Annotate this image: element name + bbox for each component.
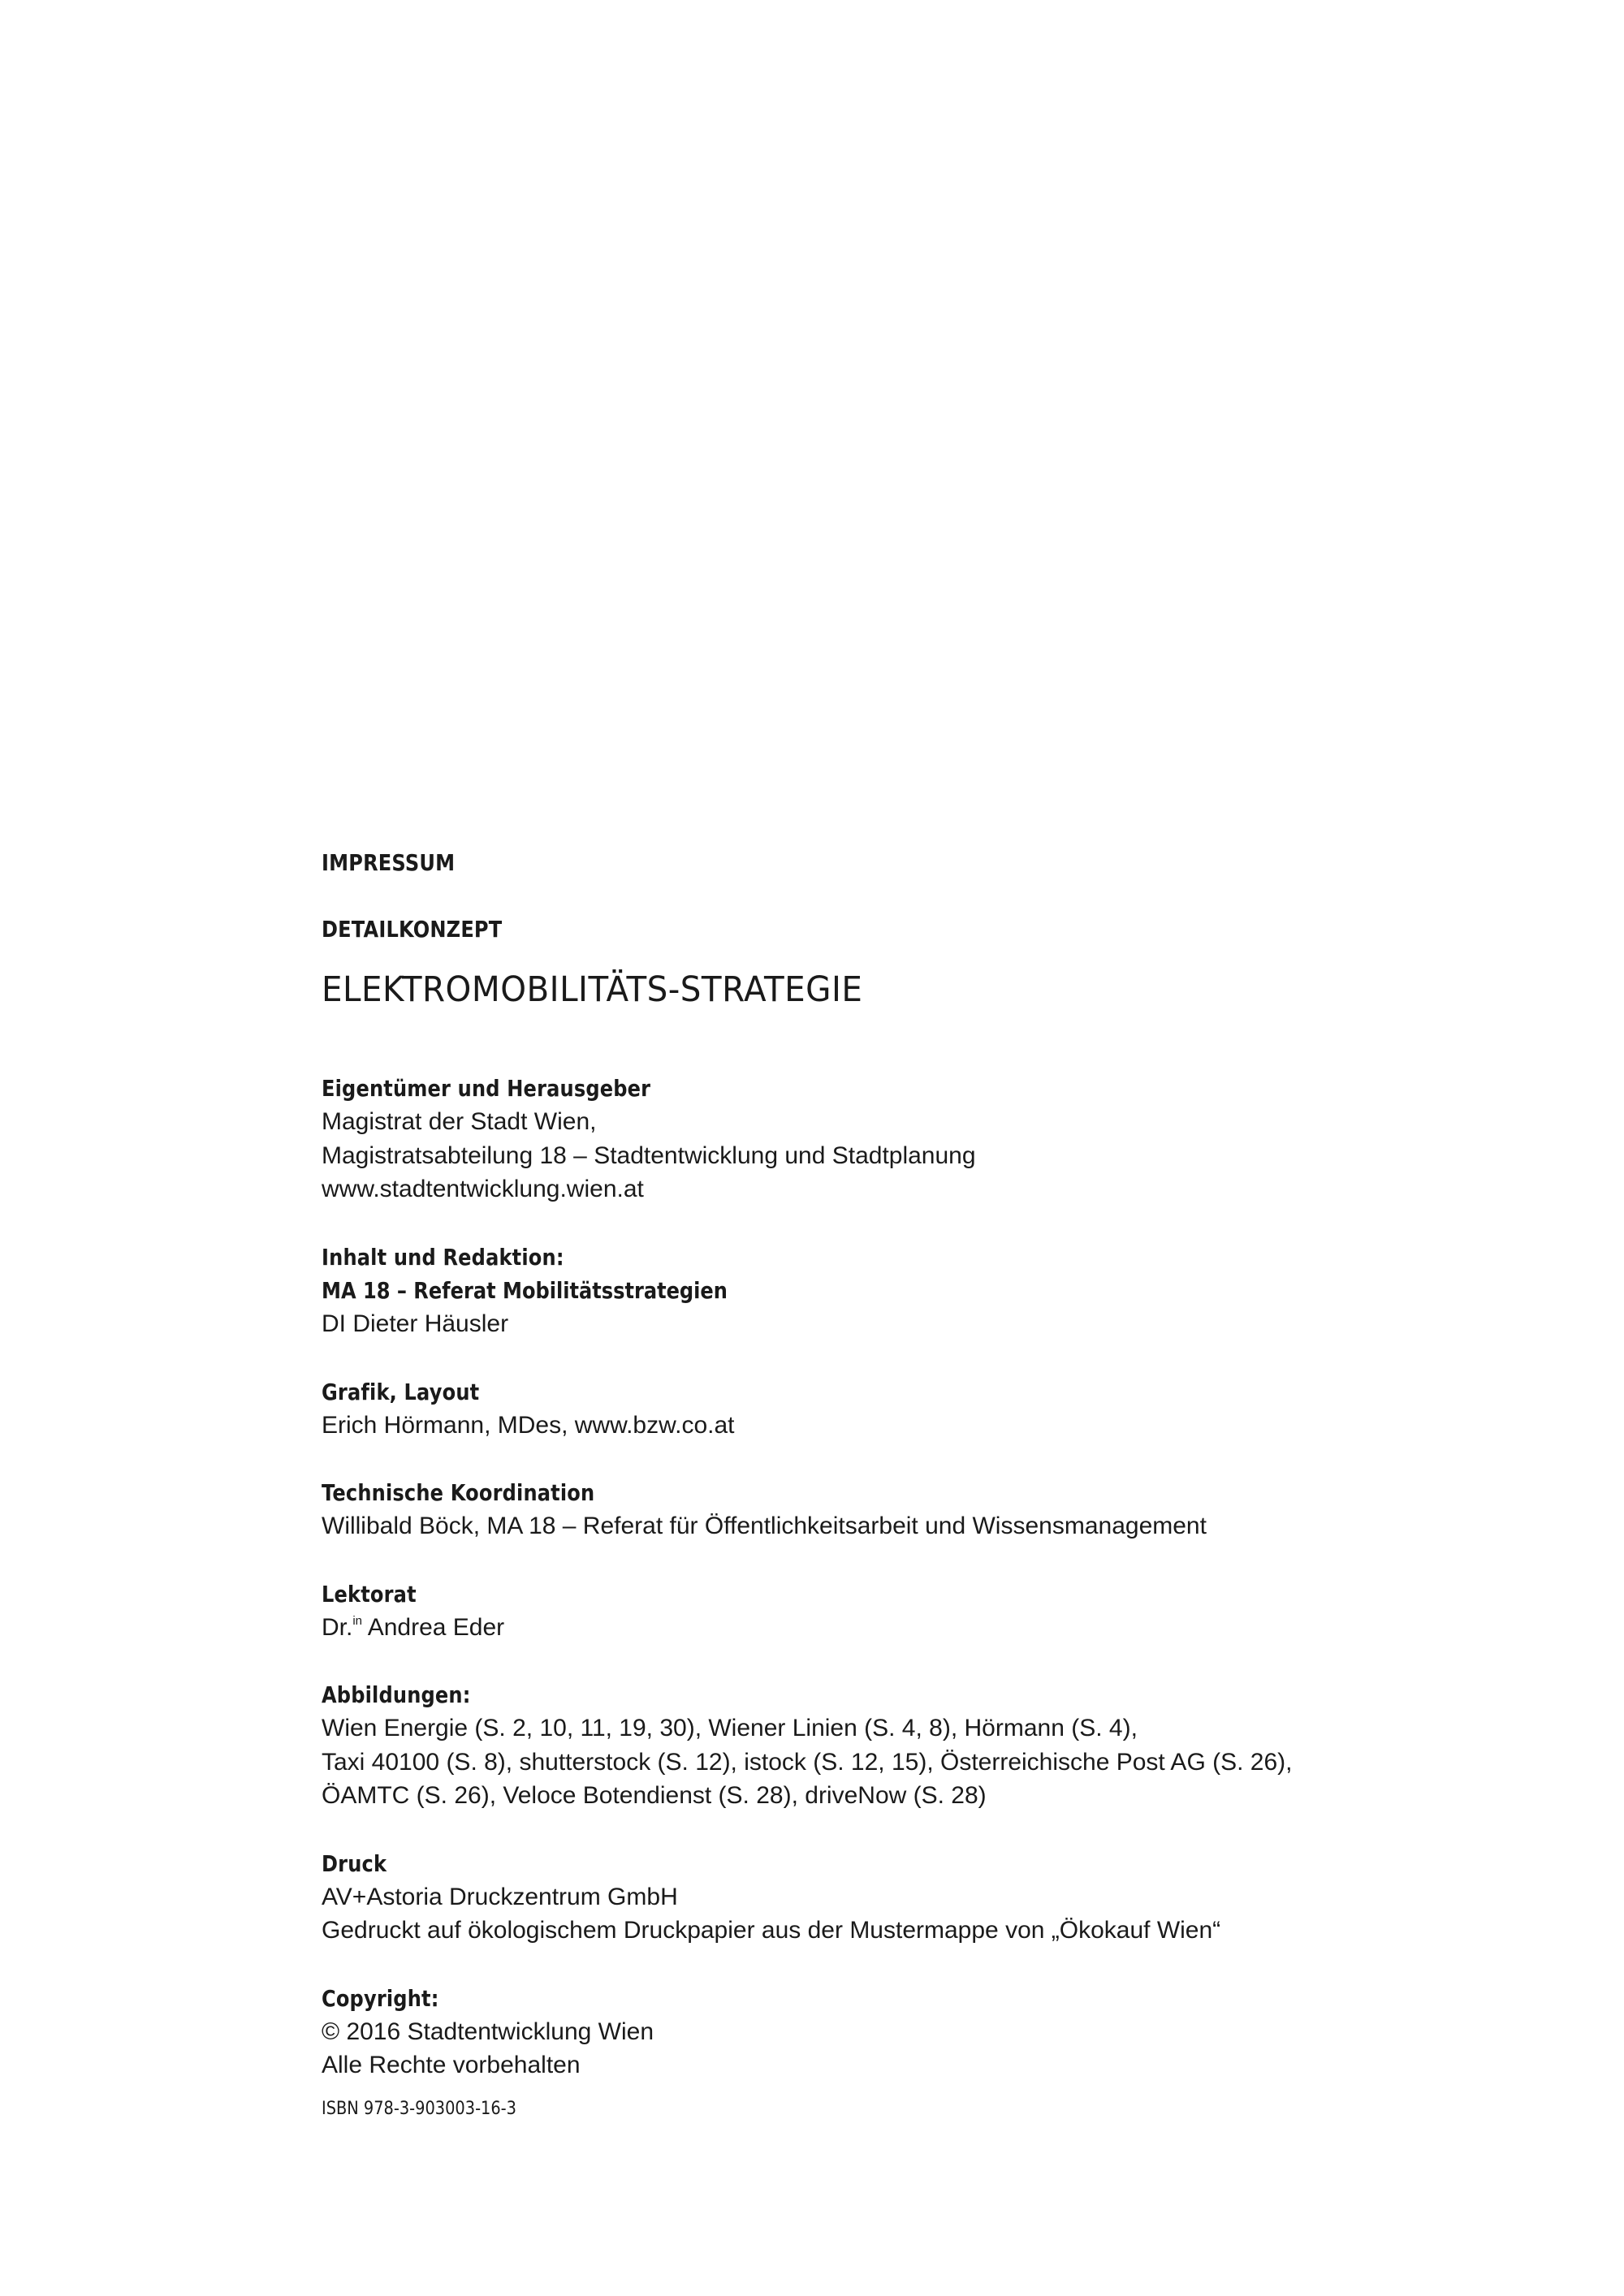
section-heading: Inhalt und Redaktion: xyxy=(322,1243,564,1271)
section-subheading: MA 18 – Referat Mobilitätsstrategien xyxy=(322,1276,728,1304)
section-copyright xyxy=(322,1982,1458,2082)
section-content xyxy=(322,1241,1458,1341)
text-line: Gedruckt auf ökologischem Druckpapier aus der Mustermappe von „Ökokauf Wien“ xyxy=(322,1917,1221,1944)
text-line: Magistrat der Stadt Wien, xyxy=(322,1108,597,1135)
section-coordination xyxy=(322,1476,1458,1543)
section-heading: Abbildungen: xyxy=(322,1681,471,1708)
text-line: Magistratsabteilung 18 – Stadtentwicklung und Stadtplanung xyxy=(322,1142,976,1169)
detailkonzept-label: DETAILKONZEPT xyxy=(322,916,503,943)
website-text: www.stadtentwicklung.wien.at xyxy=(322,1176,644,1202)
section-images xyxy=(322,1678,1458,1813)
isbn-text: ISBN 978-3-903003-16-3 xyxy=(322,2098,516,2119)
text-line: ÖAMTC (S. 26), Veloce Botendienst (S. 28), driveNow (S. 28) xyxy=(322,1782,987,1809)
text-line: Alle Rechte vorbehalten xyxy=(322,2052,581,2078)
title-prefix: Dr. xyxy=(322,1613,353,1641)
text-line: DI Dieter Häusler xyxy=(322,1310,509,1337)
person-name: Andrea Eder xyxy=(362,1613,505,1641)
text-line: Erich Hörmann, MDes, www.bzw.co.at xyxy=(322,1411,735,1439)
text-line: Wien Energie (S. 2, 10, 11, 19, 30), Wiener Linien (S. 4, 8), Hörmann (S. 4), xyxy=(322,1715,1138,1741)
section-graphics xyxy=(322,1375,1458,1443)
section-owner xyxy=(322,1072,1458,1206)
section-heading: Druck xyxy=(322,1849,387,1877)
impressum-sections xyxy=(322,1072,1458,2082)
section-editing xyxy=(322,1577,1458,1645)
section-print xyxy=(322,1847,1458,1948)
impressum-page xyxy=(322,849,1458,2121)
text-line: Taxi 40100 (S. 8), shutterstock (S. 12), istock (S. 12, 15), Österreichische Post AG (S. 26), xyxy=(322,1748,1293,1776)
section-heading: Eigentümer und Herausgeber xyxy=(322,1075,651,1102)
document-title: ELEKTROMOBILITÄTS-STRATEGIE xyxy=(322,969,863,1010)
text-line: AV+Astoria Druckzentrum GmbH xyxy=(322,1883,678,1910)
section-heading: Lektorat xyxy=(322,1580,417,1608)
section-heading: Grafik, Layout xyxy=(322,1378,480,1405)
section-heading: Copyright: xyxy=(322,1984,439,2012)
section-heading: Technische Koordination xyxy=(322,1479,595,1506)
title-superscript: in xyxy=(352,1613,363,1628)
text-line: Willibald Böck, MA 18 – Referat für Öffentlichkeitsarbeit und Wissensmanagement xyxy=(322,1513,1207,1539)
text-line xyxy=(322,1611,1458,1645)
impressum-label: IMPRESSUM xyxy=(322,849,456,876)
text-line: © 2016 Stadtentwicklung Wien xyxy=(322,2018,654,2045)
